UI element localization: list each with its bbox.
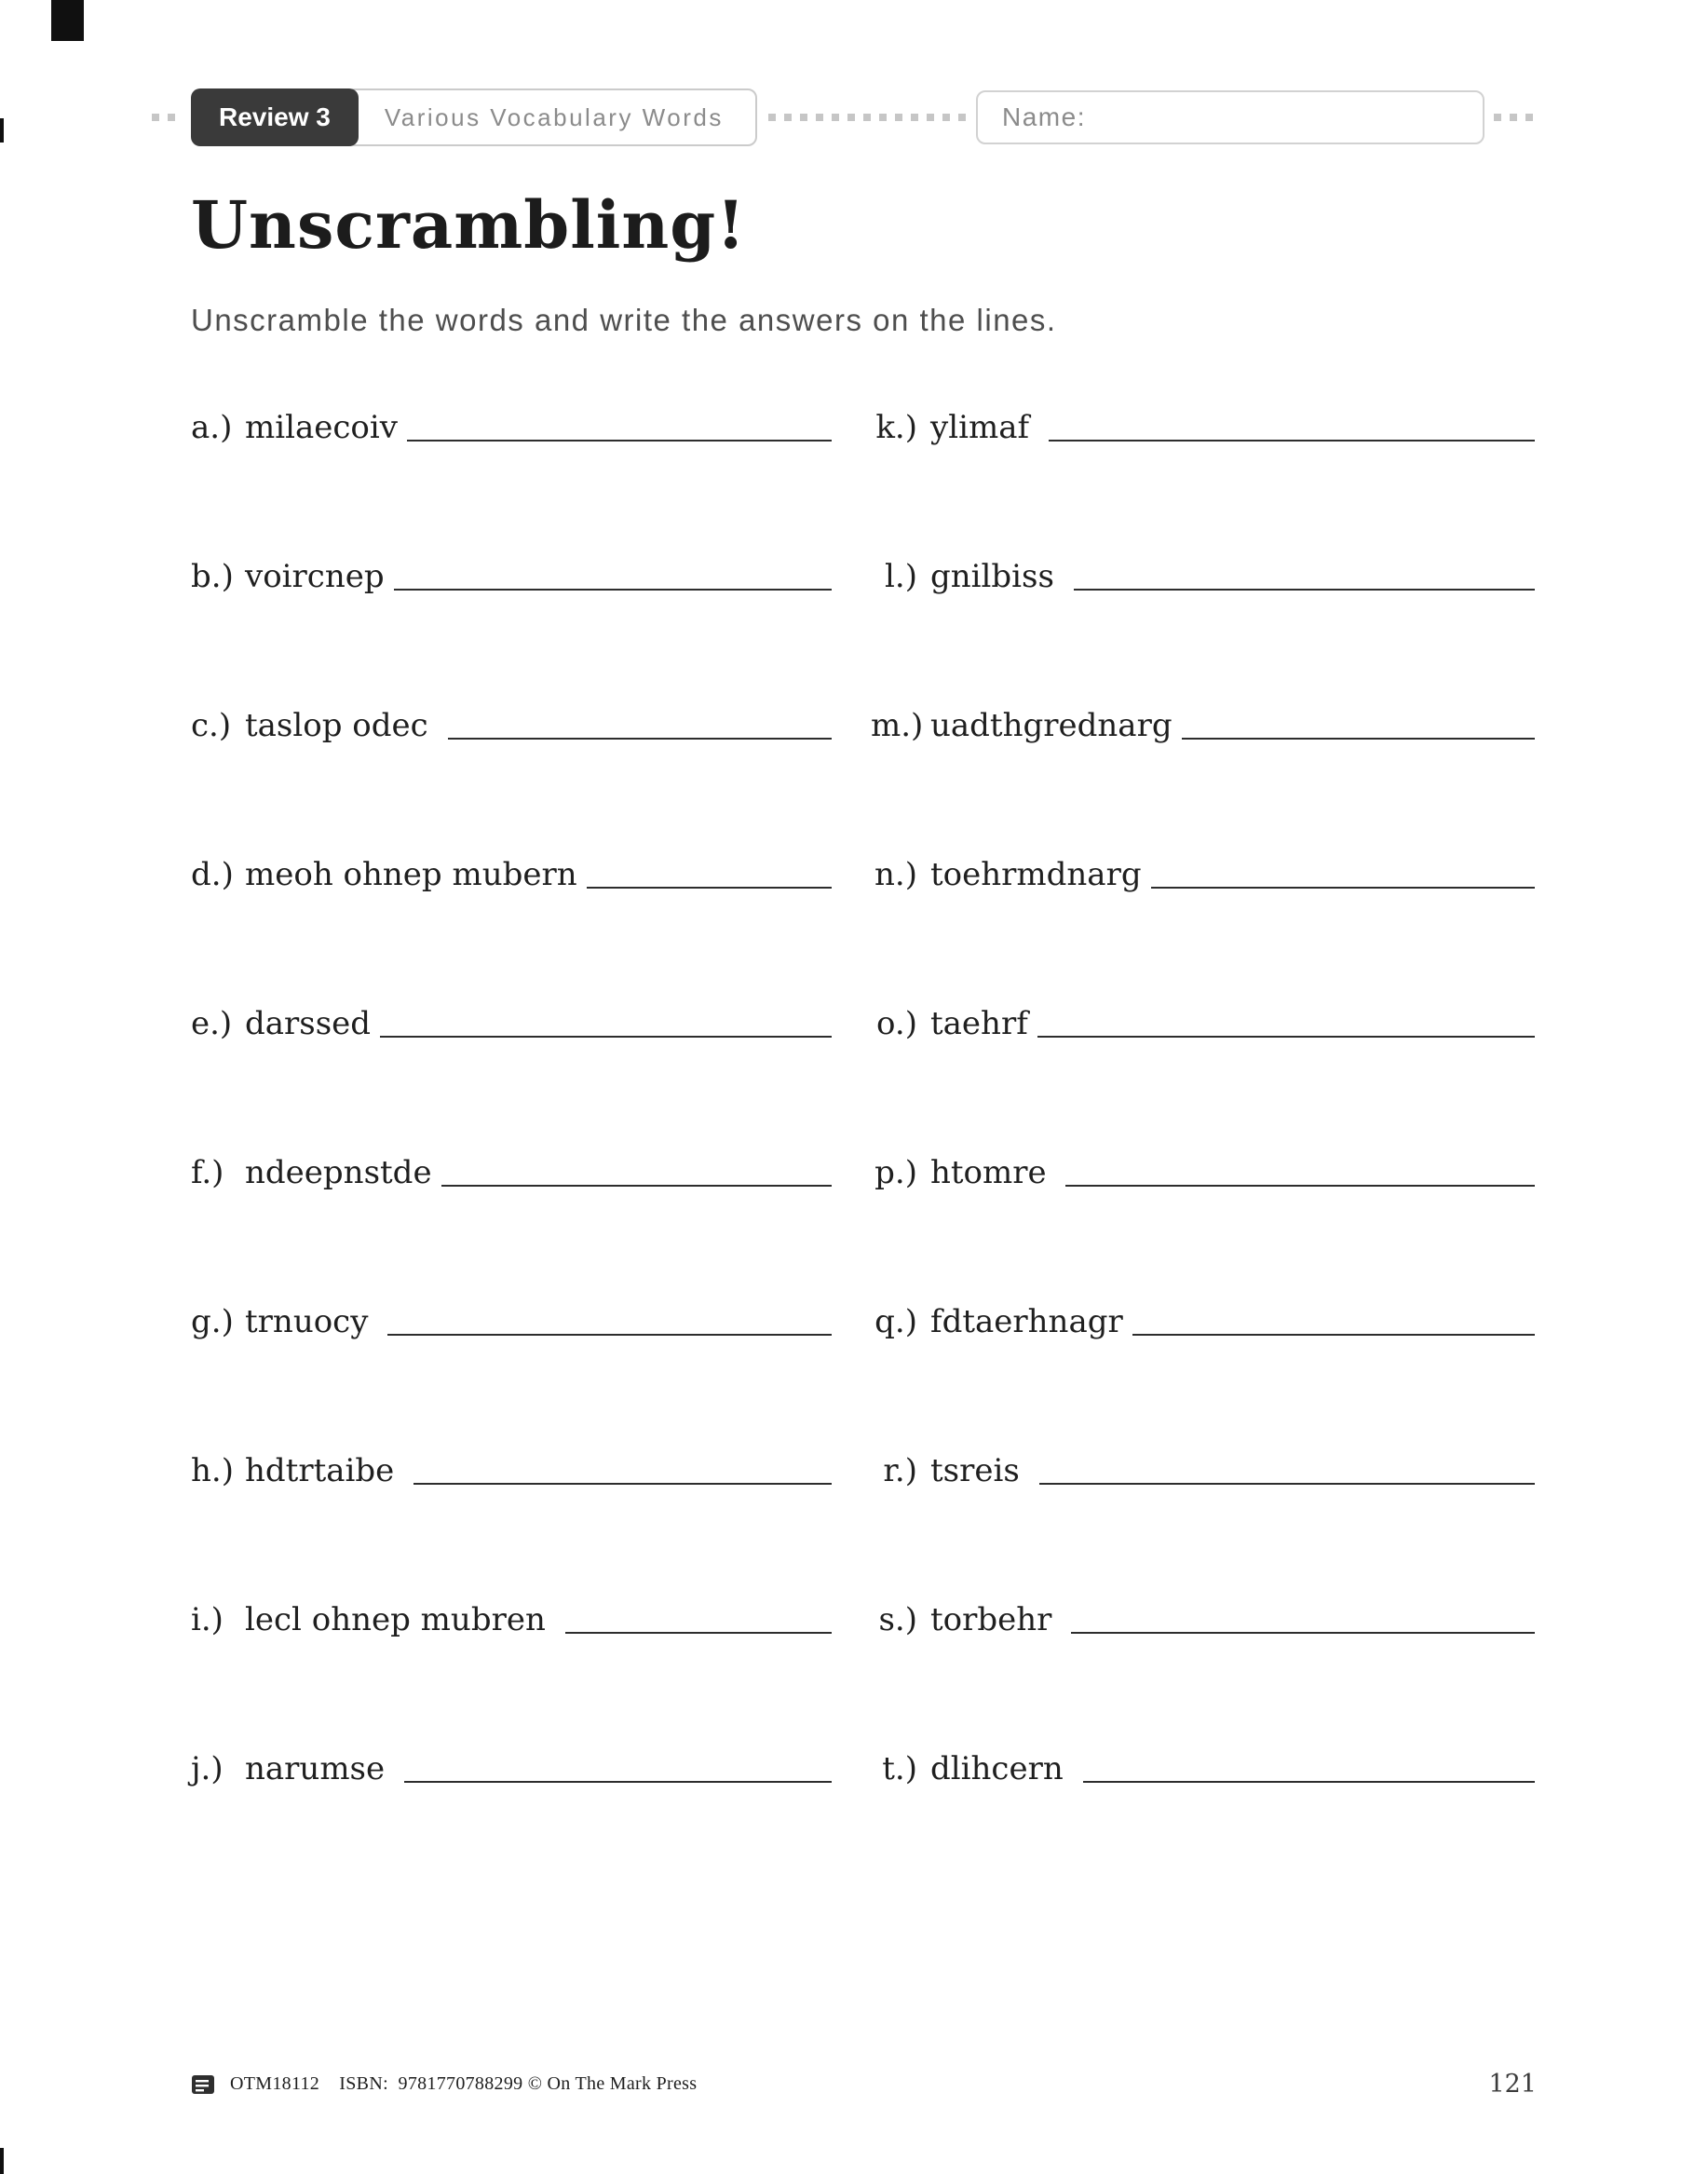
name-field[interactable] — [976, 90, 1484, 144]
items-columns — [191, 405, 1537, 1895]
item-label: o.) — [876, 1004, 917, 1042]
scrambled-word: dlihcern — [930, 1749, 1074, 1787]
scrambled-word: taehrf — [930, 1004, 1028, 1042]
items-column-left — [191, 405, 834, 1895]
section-title: Various Vocabulary Words — [346, 88, 757, 146]
answer-line[interactable] — [587, 887, 832, 889]
scrambled-word: ndeepnstde — [245, 1153, 432, 1191]
scrambled-word: ylimaf — [930, 408, 1039, 446]
answer-line[interactable] — [1065, 1185, 1535, 1187]
unscramble-item — [871, 1597, 1537, 1642]
answer-line[interactable] — [1039, 1483, 1535, 1485]
item-label: i.) — [191, 1600, 224, 1638]
answer-line[interactable] — [1083, 1781, 1535, 1783]
answer-line[interactable] — [407, 440, 832, 442]
unscramble-item — [191, 1150, 834, 1195]
item-label: k.) — [875, 408, 917, 446]
item-label: e.) — [191, 1004, 233, 1042]
item-label: a.) — [191, 408, 233, 446]
page-content — [191, 0, 1537, 1895]
answer-line[interactable] — [1182, 738, 1535, 740]
answer-line[interactable] — [1074, 589, 1535, 591]
unscramble-item — [871, 1746, 1537, 1791]
answer-line[interactable] — [404, 1781, 832, 1783]
item-label: g.) — [191, 1302, 234, 1340]
scrambled-word: uadthgrednarg — [930, 706, 1173, 744]
review-tab: Review 3 — [191, 88, 359, 146]
unscramble-item — [191, 1299, 834, 1344]
page-number: 121 — [1488, 2070, 1537, 2099]
scrambled-word: milaecoiv — [245, 408, 398, 446]
unscramble-item — [871, 405, 1537, 450]
unscramble-item — [191, 1746, 834, 1791]
item-label: d.) — [191, 855, 234, 893]
unscramble-item — [191, 852, 834, 897]
scrambled-word: darssed — [245, 1004, 372, 1042]
scrambled-word: htomre — [930, 1153, 1057, 1191]
answer-line[interactable] — [441, 1185, 832, 1187]
scrambled-word: toehrmdnarg — [930, 855, 1142, 893]
dotted-separator-middle — [768, 114, 969, 121]
scrambled-word: voircnep — [245, 557, 385, 595]
unscramble-item — [191, 1448, 834, 1493]
scrambled-word: taslop odec — [245, 706, 439, 744]
scrambled-word: fdtaerhnagr — [930, 1302, 1123, 1340]
answer-line[interactable] — [1151, 887, 1535, 889]
footer — [191, 2070, 1537, 2099]
item-label: l.) — [885, 557, 917, 595]
unscramble-item — [871, 703, 1537, 748]
unscramble-item — [871, 1448, 1537, 1493]
item-label: b.) — [191, 557, 234, 595]
scrambled-word: hdtrtaibe — [245, 1451, 405, 1489]
unscramble-item — [871, 1001, 1537, 1046]
scrambled-word: torbehr — [930, 1600, 1063, 1638]
answer-line[interactable] — [1132, 1334, 1535, 1336]
item-label: f.) — [191, 1153, 224, 1191]
item-label: p.) — [874, 1153, 917, 1191]
scrambled-word: gnilbiss — [930, 557, 1064, 595]
header-band — [191, 88, 1537, 146]
unscramble-item — [871, 1299, 1537, 1344]
scrambled-word: tsreis — [930, 1451, 1030, 1489]
item-label: h.) — [191, 1451, 234, 1489]
unscramble-item — [191, 703, 834, 748]
answer-line[interactable] — [565, 1632, 832, 1634]
unscramble-item — [871, 554, 1537, 599]
scrambled-word: meoh ohnep mubern — [245, 855, 577, 893]
unscramble-item — [871, 1150, 1537, 1195]
answer-line[interactable] — [1049, 440, 1535, 442]
items-column-right — [871, 405, 1537, 1895]
dotted-separator-right — [1494, 114, 1537, 121]
unscramble-item — [191, 1001, 834, 1046]
page-title: Unscrambling! — [191, 186, 746, 264]
instructions: Unscramble the words and write the answers on the lines. — [191, 302, 1057, 337]
answer-line[interactable] — [1071, 1632, 1535, 1634]
scrambled-word: narumse — [245, 1749, 395, 1787]
item-label: r.) — [883, 1451, 917, 1489]
answer-line[interactable] — [413, 1483, 832, 1485]
item-label: t.) — [882, 1749, 917, 1787]
answer-line[interactable] — [380, 1036, 832, 1038]
scrambled-word: lecl ohnep mubren — [245, 1600, 556, 1638]
answer-line[interactable] — [387, 1334, 832, 1336]
trim-mark-top — [0, 118, 4, 143]
book-icon — [191, 2073, 217, 2096]
answer-line[interactable] — [394, 589, 832, 591]
answer-line[interactable] — [1037, 1036, 1535, 1038]
item-label: s.) — [878, 1600, 917, 1638]
unscramble-item — [191, 1597, 834, 1642]
unscramble-item — [871, 852, 1537, 897]
answer-line[interactable] — [448, 738, 832, 740]
unscramble-item — [191, 405, 834, 450]
item-label: c.) — [191, 706, 232, 744]
item-label: q.) — [874, 1302, 917, 1340]
trim-mark-bottom — [0, 2148, 4, 2174]
dotted-separator-left — [152, 114, 180, 121]
item-label: m.) — [871, 706, 924, 744]
footer-credit: OTM18112 ISBN: 9781770788299 © On The Mark Press — [230, 2073, 698, 2094]
scrambled-word: trnuocy — [245, 1302, 379, 1340]
item-label: j.) — [191, 1749, 224, 1787]
unscramble-item — [191, 554, 834, 599]
item-label: n.) — [874, 855, 917, 893]
name-label: Name: — [1002, 102, 1086, 131]
trim-mark-corner — [51, 0, 84, 41]
